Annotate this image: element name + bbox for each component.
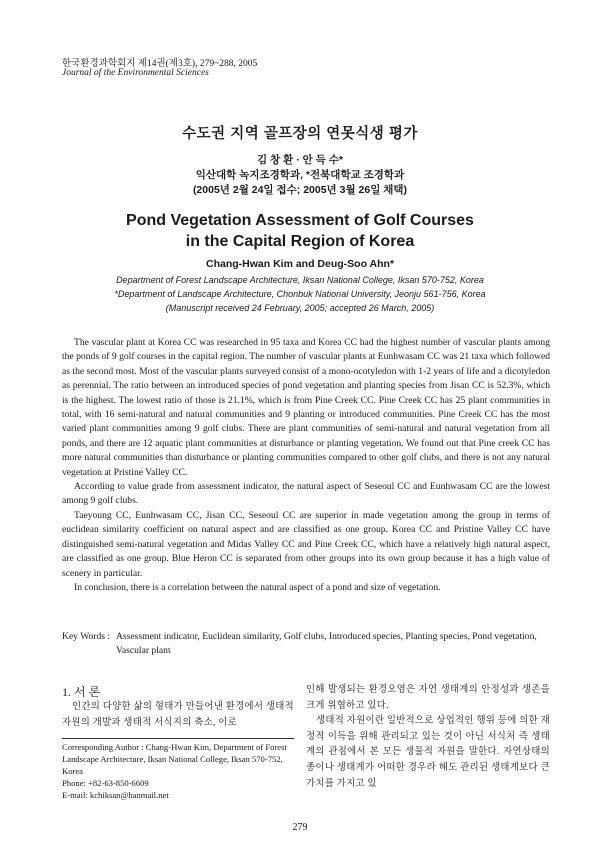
title-english-line1: Pond Vegetation Assessment of Golf Courses <box>126 212 474 229</box>
abstract <box>62 336 550 595</box>
right-column-body <box>306 683 550 792</box>
title-english-line2: in the Capital Region of Korea <box>185 233 415 250</box>
corresponding-author-footnote <box>62 741 294 801</box>
abstract-paragraph-4: In conclusion, there is a correlation between the natural aspect of a pond and size of vegetation. <box>74 581 441 593</box>
page-number: 279 <box>292 822 308 833</box>
section-heading-introduction: 1. 서 론 <box>62 685 101 699</box>
footnote-email: E-mail: kchiksan@hanmail.net <box>62 790 169 800</box>
authors-english: Chang-Hwan Kim and Deug-Soo Ahn* <box>205 258 395 270</box>
footnote-author: Corresponding Author : Chang-Hwan Kim, Department of Forest Landscape Architecture, Iksan National College, Iksan 570-752, Korea <box>62 742 287 776</box>
right-column-paragraph-2: 생태적 자원이란 일반적으로 상업적인 행위 등에 의한 재정적 이득을 위해 관리되고 있는 것이 아닌 서식처 즉 생태계의 관점에서 본 모든 생물적 자원을 말한다. 자연상태의 종이나 생태계가 어떠한 경우라 해도 관리된 생태계보다 큰 가치를 가지고 있 <box>306 716 550 789</box>
authors-korean: 김 창 환 · 안 득 수* <box>257 154 343 166</box>
affiliation-english-2: *Department of Landscape Architecture, Chonbuk National University, Jeonju 561-756, Korea <box>114 289 486 299</box>
received-date-korean: (2005년 2월 24일 접수; 2005년 3월 26일 채택) <box>192 184 408 196</box>
keywords-label: Key Words : <box>62 631 111 642</box>
received-date-english: (Manuscript received 24 February, 2005; accepted 26 March, 2005) <box>165 303 435 313</box>
abstract-paragraph-2: According to value grade from assessment indicator, the natural aspect of Seseoul CC and Eunhwasam CC are the lowest among 9 golf clubs. <box>62 481 550 507</box>
left-column-body <box>62 700 294 731</box>
journal-name: Journal of the Environmental Sciences <box>62 68 209 78</box>
title-korean: 수도권 지역 골프장의 연못식생 평가 <box>182 126 418 142</box>
left-column-paragraph: 인간의 다양한 삶의 형태가 만들어낸 환경에서 생태적 자원의 개발과 생태적 서식지의 축소, 이로 <box>62 702 294 728</box>
journal-citation: 한국환경과학회지 제14권(제3호), 279~288, 2005 <box>62 59 258 69</box>
right-column-paragraph-1: 인해 발생되는 환경오염은 자연 생태계의 안정성과 생존을 크게 위협하고 있다. <box>306 685 550 711</box>
keywords-text: Assessment indicator, Euclidean similarity, Golf clubs, Introduced species, Planting species, Pond vegetation, Vascular plant <box>116 631 537 656</box>
abstract-paragraph-3: Taeyoung CC, Eunhwasam CC, Jisan CC, Seseoul CC are superior in made vegetation among the group in terms of euclidean similarity coefficient on natural aspect and are classified as one group. Korea CC and Pristine Valley CC have distinguished semi-natural vegetation and Midas Valley CC and Pine Creek CC, which have a relatively high natural aspect, are classified as one group. Blue Heron CC is separated from other groups into its own group because it has a high value of scenery in particular. <box>62 509 550 579</box>
title-english <box>0 210 600 252</box>
affiliation-korean: 익산대학 녹지조경학과, *전북대학교 조경학과 <box>195 169 405 181</box>
affiliation-english-1: Department of Forest Landscape Architecture, Iksan National College, Iksan 570-752, Korea <box>116 275 484 285</box>
abstract-paragraph-1: The vascular plant at Korea CC was researched in 95 taxa and Korea CC had the highest number of vascular plants among the ponds of 9 golf courses in the capital region. The number of vascular plants at Eunhwasam CC was 21 taxa which followed as the second most. Most of the vascular plants surveyed consist of a mono-ocotyledon with 1-2 years of life and a dicotyledon as perennial. The ratio between an introduced species of pond vegetation and planting species from Jisan CC is 52.3%, which is the highest. The lowest ratio of those is 21.1%, which is from Pine Creek CC. Pine Creek CC has 25 plant communities in total, with 16 semi-natural and natural communities and 9 planting or introduced communities. Pine Creek CC has the most varied plant communities among 9 golf clubs. There are plant communities of semi-natural and natural vegetation from all ponds, and there are 12 aquatic plant communities at disturbance or planting vegetation. We found out that Pine creek CC has more natural communities than disturbance or planting communities compared to other golf clubs, and there is not any natural vegetation at Pristine Valley CC. <box>62 337 550 478</box>
footnote-phone: Phone: +82-63-850-6609 <box>62 778 149 788</box>
keywords <box>62 630 550 658</box>
footnote-divider <box>62 738 294 739</box>
